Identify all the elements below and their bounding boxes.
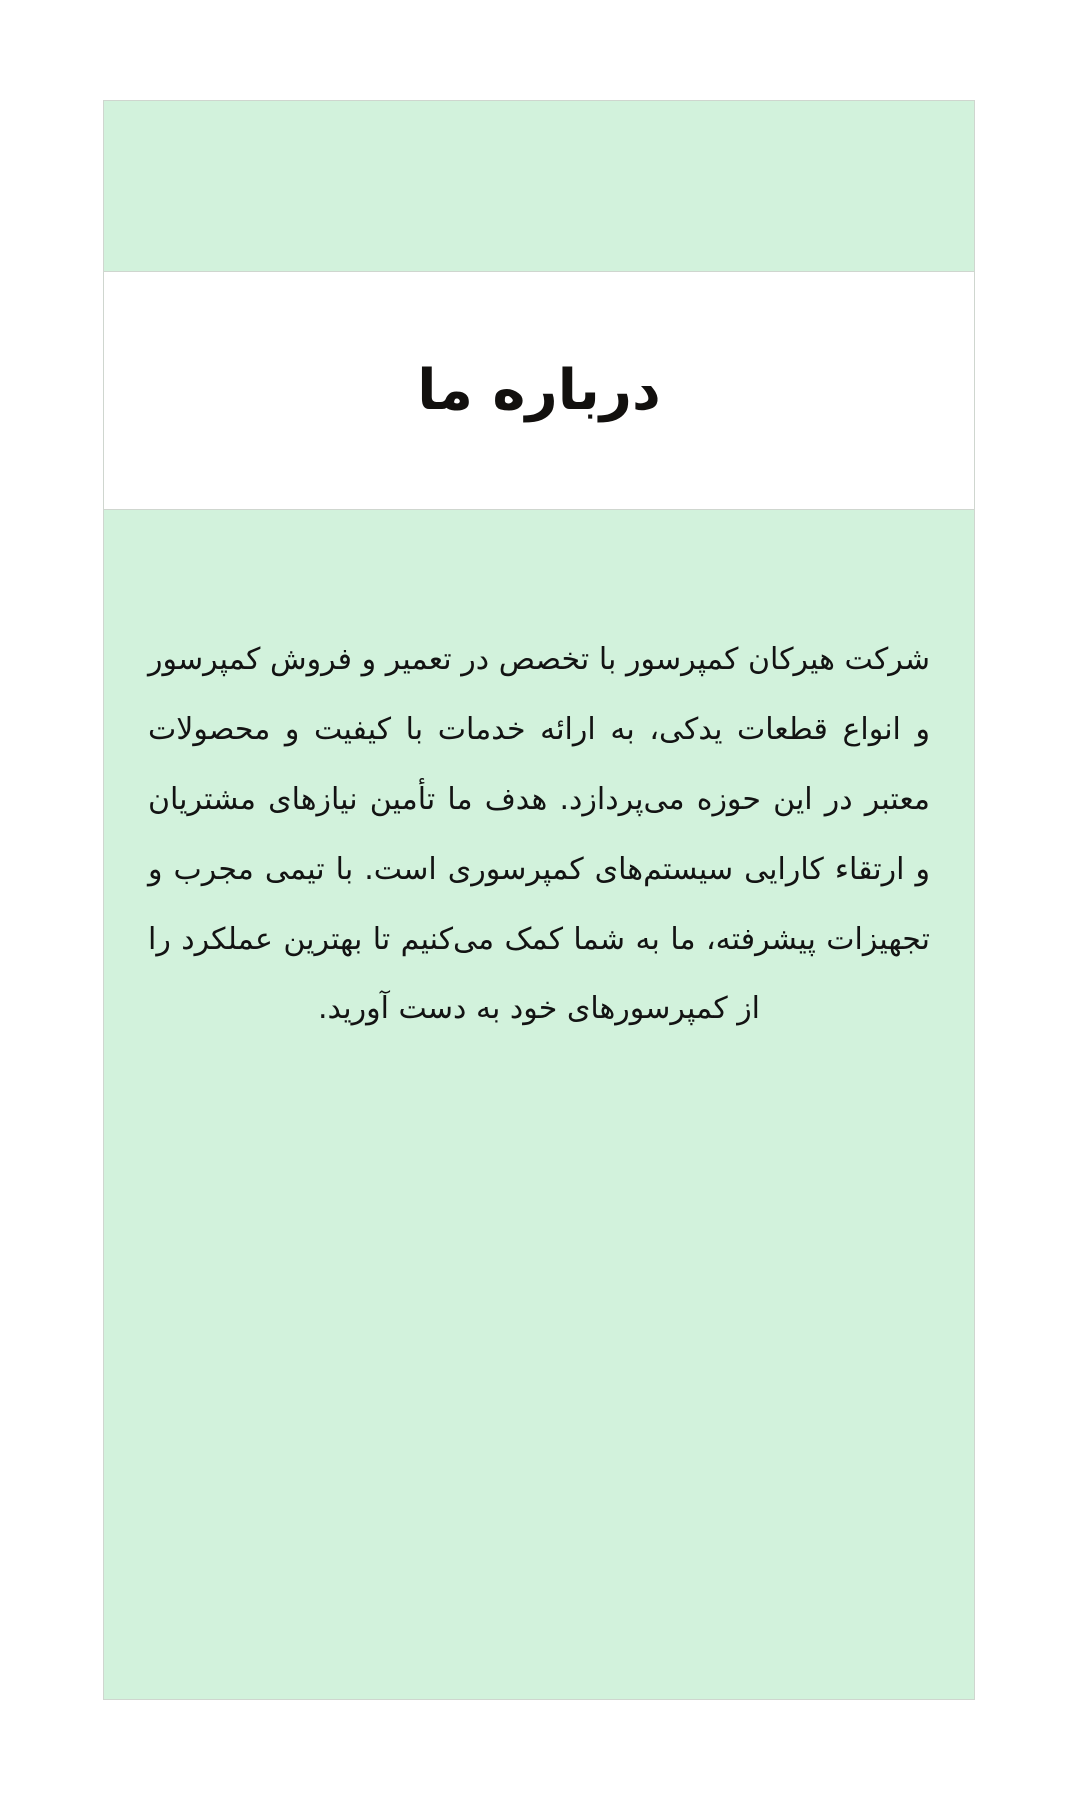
about-us-card <box>103 100 975 1700</box>
about-body-area <box>104 510 974 1699</box>
page-title: درباره ما <box>417 357 661 423</box>
about-body-text: شرکت هیرکان کمپرسور با تخصص در تعمیر و فروش کمپرسور و انواع قطعات یدکی، به ارائه خدمات با کیفیت و محصولات معتبر در این حوزه می‌پردازد. هدف ما تأمین نیازهای مشتریان و ارتقاء کارایی سیستم‌های کمپرسوری است. با تیمی مجرب و تجهیزات پیشرفته، ما به شما کمک می‌کنیم تا بهترین عملکرد را از کمپرسورهای خود به دست آورید. <box>148 642 930 1027</box>
title-band <box>104 271 974 510</box>
card-top-spacer <box>104 101 974 271</box>
